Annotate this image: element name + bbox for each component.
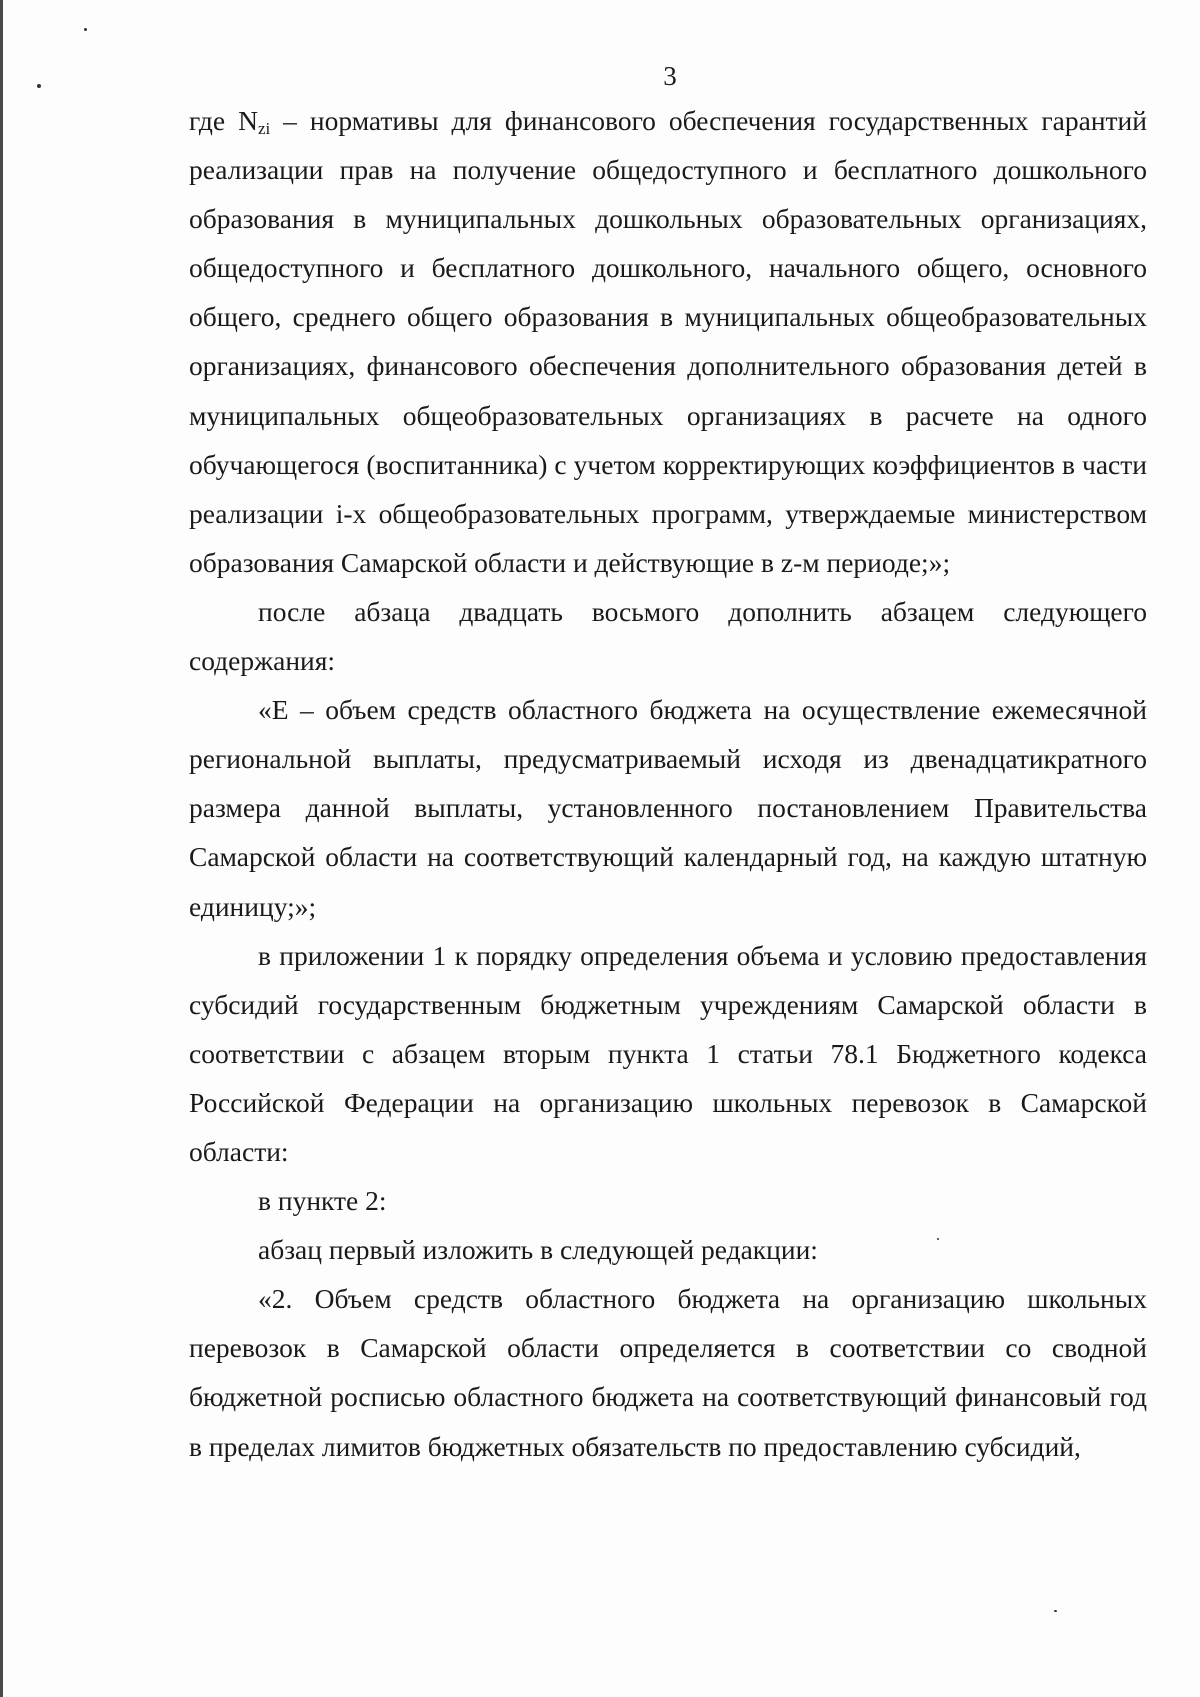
document-body — [189, 96, 1147, 1471]
paragraph-appendix-reference: в приложении 1 к порядку определения объема и условию предоставления субсидий государственным бюджетным учреждениям Самарской области в соответствии с абзацем вторым пункта 1 статьи 78.1 Бюджетного кодекса Российской Федерации на организацию школьных перевозок в Самарской области: — [189, 939, 1147, 1167]
paragraph-text: – нормативы для финансового обеспечения государственных гарантий реализации прав на получение общедоступного и бесплатного дошкольного образования в муниципальных дошкольных образовательных организациях, общедоступного и бесплатного дошкольного, начального общего, основного общего, среднего общего образования в муниципальных общеобразовательных организациях, финансового обеспечения дополнительного образования детей в муниципальных общеобразовательных организациях в расчете на одного обучающегося (воспитанника) с учетом корректирующих коэффициентов в части реализации i-х общеобразовательных программ, утверждаемые министерством образования Самарской области и действующие в z-м периоде;»; — [189, 105, 1147, 578]
page-number: 3 — [663, 61, 677, 91]
paragraph-definition-nzi — [189, 96, 1147, 587]
scan-speck — [1054, 1610, 1057, 1612]
paragraph-addition-instruction: после абзаца двадцать восьмого дополнить абзацем следующего содержания: — [189, 595, 1147, 677]
scan-border — [0, 0, 3, 1697]
scan-speck — [84, 28, 87, 31]
paragraph-clause-reference: в пункте 2: — [258, 1185, 387, 1217]
subscript-text: zi — [257, 119, 271, 138]
paragraph-clause-2: «2. Объем средств областного бюджета на организацию школьных перевозок в Самарской области определяется в соответствии со сводной бюджетной росписью областного бюджета на соответствующий финансовый год в пределах лимитов бюджетных обязательств по предоставлению субсидий, — [189, 1283, 1147, 1462]
paragraph-text: где N — [189, 105, 258, 136]
paragraph-edit-instruction: абзац первый изложить в следующей редакции: — [258, 1234, 818, 1266]
paragraph-definition-e: «Е – объем средств областного бюджета на осуществление ежемесячной региональной выплаты, предусматриваемый исходя из двенадцатикратного размера данной выплаты, установленного постановлением Правительства Самарской области на соответствующий календарный год, на каждую штатную единицу;»; — [189, 694, 1147, 922]
